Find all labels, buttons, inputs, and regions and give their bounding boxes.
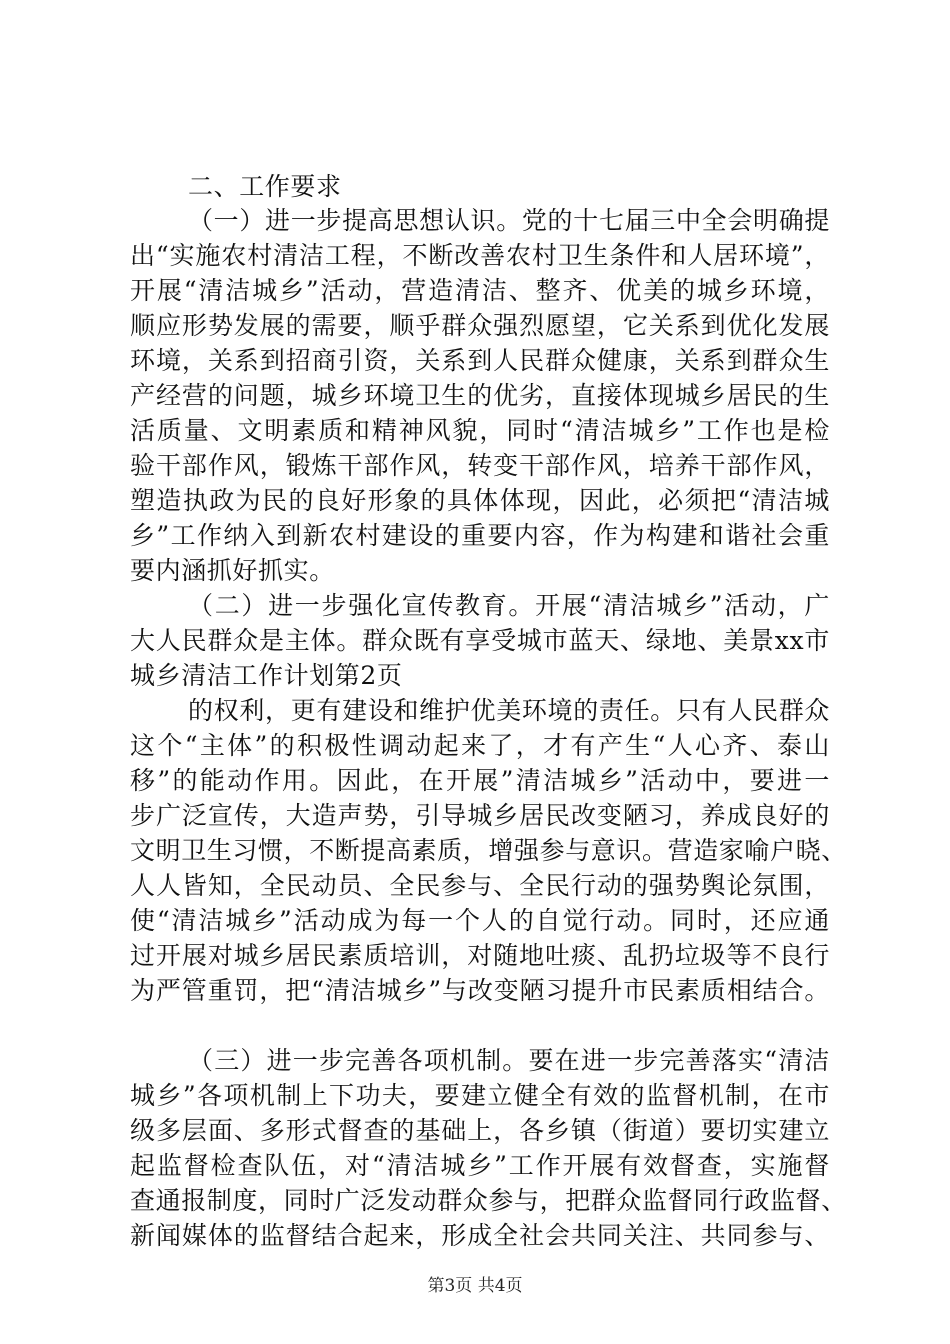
paragraph-1-line-6: 产经营的问题，城乡环境卫生的优劣，直接体现城乡居民的生 [130, 381, 830, 410]
paragraph-3-line-1: （三）进一步完善各项机制。要在进一步完善落实“清洁 [188, 1046, 830, 1075]
paragraph-2-line-12: 为严管重罚，把“清洁城乡”与改变陋习提升市民素质相结合。 [130, 976, 830, 1005]
paragraph-2-line-1: （二）进一步强化宣传教育。开展“清洁城乡”活动，广 [188, 591, 830, 620]
paragraph-3-line-3: 级多层面、多形式督查的基础上，各乡镇（街道）要切实建立 [130, 1116, 830, 1145]
paragraph-1-line-9: 塑造执政为民的良好形象的具体体现，因此，必须把“清洁城 [130, 486, 830, 515]
paragraph-3-line-6: 新闻媒体的监督结合起来，形成全社会共同关注、共同参与、 [130, 1221, 830, 1250]
paragraph-2-line-4: 的权利，更有建设和维护优美环境的责任。只有人民群众 [188, 696, 830, 725]
paragraph-1-line-10: 乡”工作纳入到新农村建设的重要内容，作为构建和谐社会重 [130, 521, 830, 550]
paragraph-1-line-2: 出“实施农村清洁工程，不断改善农村卫生条件和人居环境”， [130, 241, 830, 270]
paragraph-2-line-2: 大人民群众是主体。群众既有享受城市蓝天、绿地、美景xx市 [130, 626, 830, 655]
paragraph-2-line-5: 这个“主体”的积极性调动起来了，才有产生“人心齐、泰山 [130, 731, 830, 760]
paragraph-2-line-9: 人人皆知，全民动员、全民参与、全民行动的强势舆论氛围， [130, 871, 830, 900]
paragraph-1-line-1: （一）进一步提高思想认识。党的十七届三中全会明确提 [188, 206, 830, 235]
paragraph-1-line-11: 要内涵抓好抓实。 [130, 556, 335, 585]
paragraph-1-line-3: 开展“清洁城乡”活动，营造清洁、整齐、优美的城乡环境， [130, 276, 830, 305]
paragraph-2-line-8: 文明卫生习惯，不断提高素质，增强参与意识。营造家喻户晓、 [130, 836, 847, 865]
paragraph-2-line-7: 步广泛宣传，大造声势，引导城乡居民改变陋习，养成良好的 [130, 801, 830, 830]
paragraph-3-line-5: 查通报制度，同时广泛发动群众参与，把群众监督同行政监督、 [130, 1186, 847, 1215]
page-footer: 第3页 共4页 [427, 1276, 523, 1296]
paragraph-2-line-10: 使“清洁城乡”活动成为每一个人的自觉行动。同时，还应通 [130, 906, 830, 935]
paragraph-1-line-7: 活质量、文明素质和精神风貌，同时“清洁城乡”工作也是检 [130, 416, 830, 445]
paragraph-2-line-6: 移”的能动作用。因此，在开展”清洁城乡”活动中，要进一 [130, 766, 830, 795]
page-break-note: 城乡清洁工作计划第2页 [130, 661, 403, 690]
paragraph-2-line-11: 过开展对城乡居民素质培训，对随地吐痰、乱扔垃圾等不良行 [130, 941, 830, 970]
paragraph-3-line-4: 起监督检查队伍，对“清洁城乡”工作开展有效督查，实施督 [130, 1151, 830, 1180]
section-heading: 二、工作要求 [188, 172, 342, 201]
paragraph-1-line-5: 环境，关系到招商引资，关系到人民群众健康，关系到群众生 [130, 346, 830, 375]
paragraph-1-line-8: 验干部作风，锻炼干部作风，转变干部作风，培养干部作风， [130, 451, 830, 480]
paragraph-1-line-4: 顺应形势发展的需要，顺乎群众强烈愿望，它关系到优化发展 [130, 311, 830, 340]
paragraph-3-line-2: 城乡”各项机制上下功夫，要建立健全有效的监督机制，在市 [130, 1081, 830, 1110]
